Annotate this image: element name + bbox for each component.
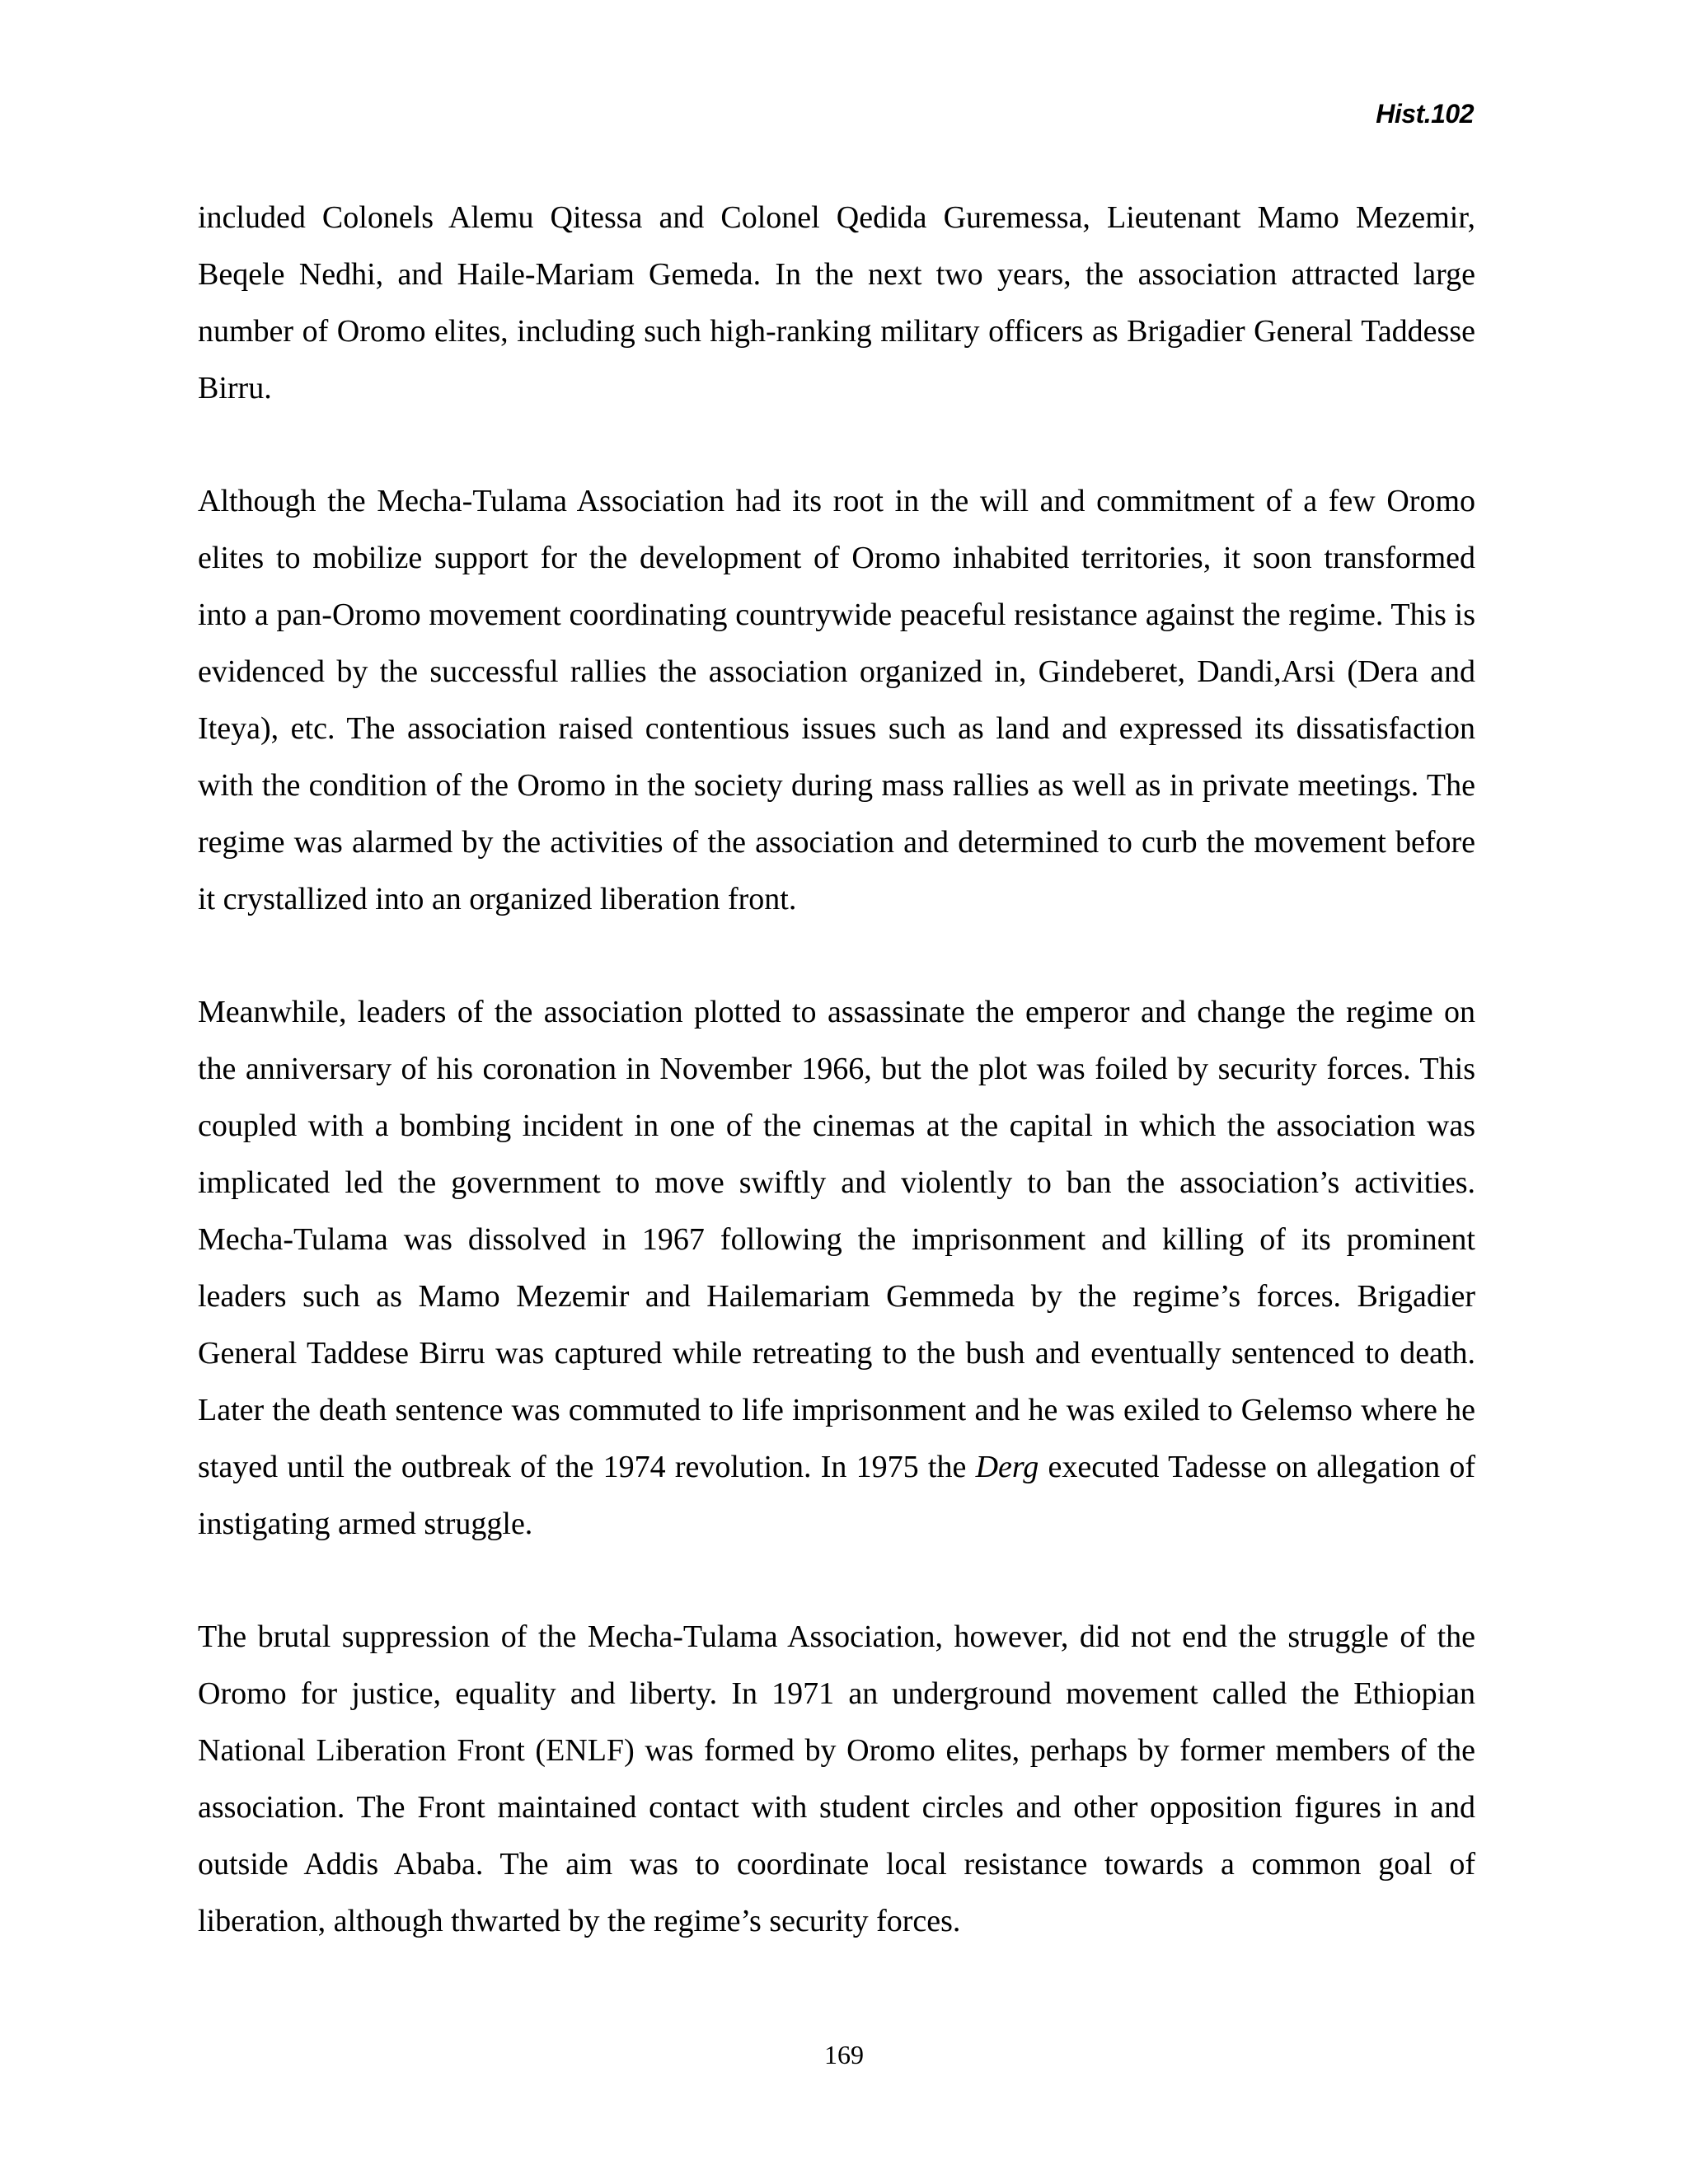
paragraph-3-text-before-italic: Meanwhile, leaders of the association plotted to assassinate the emperor and change the regime on the anniversary of his coronation in November 1966, but the plot was foiled by security forces. This coupled with a bombing incident in one of the cinemas at the capital in which the association was implicated led the government to move swiftly and violently to ban the association’s activities. Mecha-Tulama was dissolved in 1967 following the imprisonment and killing of its prominent leaders such as Mamo Mezemir and Hailemariam Gemmeda by the regime’s forces. Brigadier General Taddese Birru was captured while retreating to the bush and eventually sentenced to death. Later the death sentence was commuted to life imprisonment and he was exiled to Gelemso where he stayed until the outbreak of the 1974 revolution. In 1975 the (198, 995, 1475, 1484)
running-header-course-code: Hist.102 (1376, 99, 1474, 129)
page-number: 169 (824, 2040, 864, 2069)
body-text (198, 190, 1475, 1950)
paragraph-3-text-after-italic: executed Tadesse on allegation of instigating armed struggle. (198, 1450, 1475, 1541)
paragraph-1: included Colonels Alemu Qitessa and Colonel Qedida Guremessa, Lieutenant Mamo Mezemir, Beqele Nedhi, and Haile-Mariam Gemeda. In the next two years, the association attracted large number of Oromo elites, including such high-ranking military officers as Brigadier General Taddesse Birru. (198, 200, 1475, 405)
paragraph-4: The brutal suppression of the Mecha-Tulama Association, however, did not end the struggle of the Oromo for justice, equality and liberty. In 1971 an underground movement called the Ethiopian National Liberation Front (ENLF) was formed by Oromo elites, perhaps by former members of the association. The Front maintained contact with student circles and other opposition figures in and outside Addis Ababa. The aim was to coordinate local resistance towards a common goal of liberation, although thwarted by the regime’s security forces. (198, 1619, 1475, 1938)
paragraph-2: Although the Mecha-Tulama Association had its root in the will and commitment of a few Oromo elites to mobilize support for the development of Oromo inhabited territories, it soon transformed into a pan-Oromo movement coordinating countrywide peaceful resistance against the regime. This is evidenced by the successful rallies the association organized in, Gindeberet, Dandi,Arsi (Dera and Iteya), etc. The association raised contentious issues such as land and expressed its dissatisfaction with the condition of the Oromo in the society during mass rallies as well as in private meetings. The regime was alarmed by the activities of the association and determined to curb the movement before it crystallized into an organized liberation front. (198, 484, 1475, 916)
paragraph-3 (198, 984, 1475, 1553)
paragraph-3-italic-derg: Derg (975, 1450, 1039, 1484)
